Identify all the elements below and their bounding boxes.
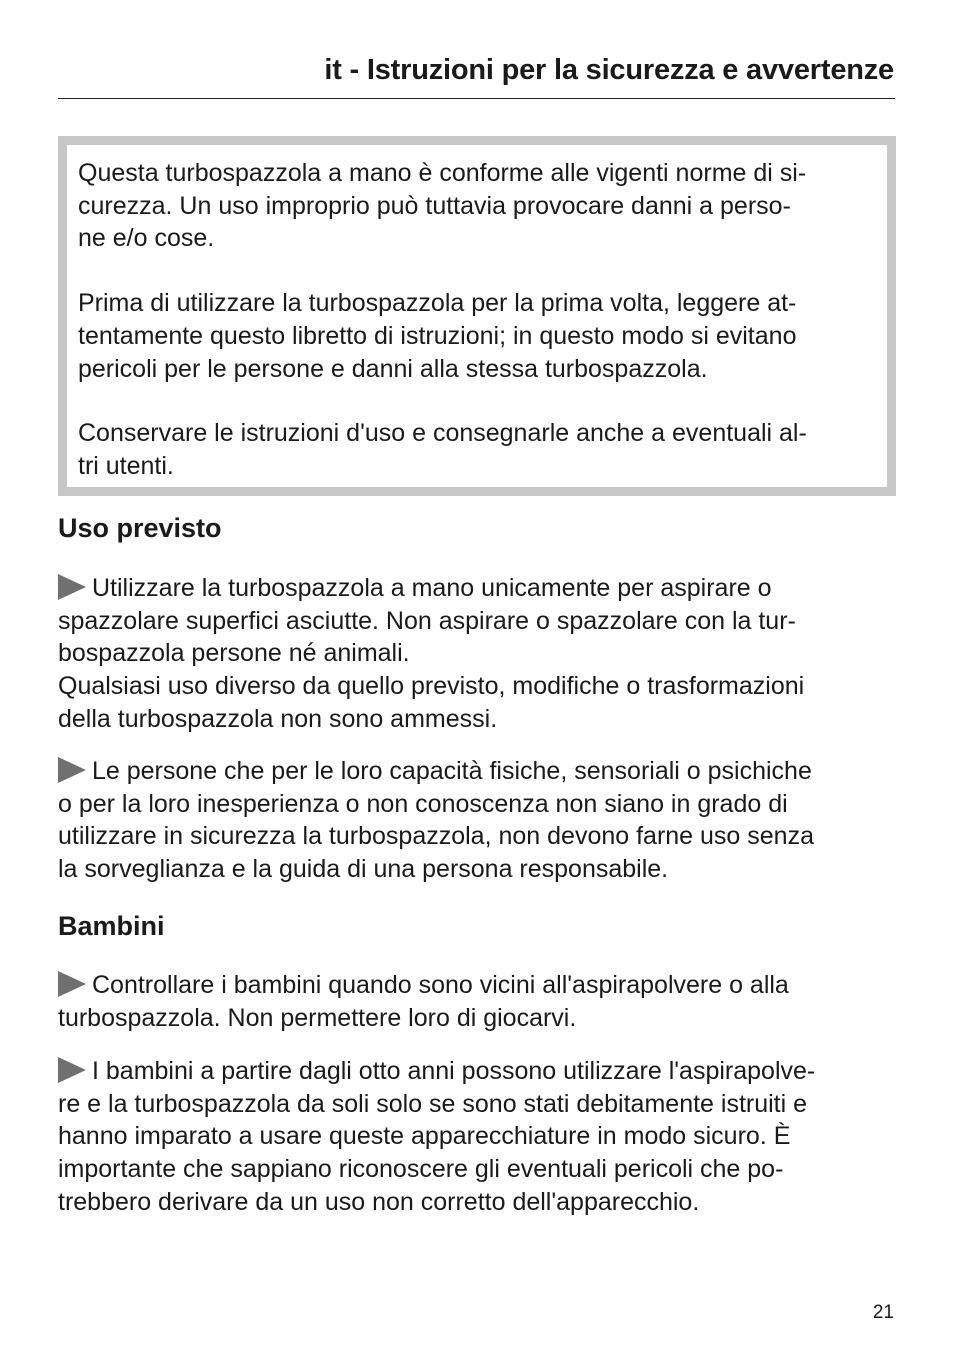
text-line: pericoli per le persone e danni alla stessa turbospazzola.: [78, 354, 708, 383]
text-line: hanno imparato a usare queste apparecchiature in modo sicuro. È: [58, 1122, 791, 1151]
text-line: I bambini a partire dagli otto anni possono utilizzare l'aspirapolve-: [92, 1057, 816, 1085]
page-title: it - Istruzioni per la sicurezza e avvertenze: [324, 54, 894, 86]
section-heading-bambini: Bambini: [58, 911, 165, 941]
page-number: 21: [872, 1302, 894, 1323]
safety-notice-box: [58, 136, 896, 496]
text-line: curezza. Un uso improprio può tuttavia provocare danni a perso-: [78, 191, 791, 220]
bullet-paragraph: [58, 572, 908, 736]
triangle-bullet-icon: [58, 971, 86, 997]
notice-paragraph: [78, 417, 875, 482]
notice-paragraph: [78, 157, 875, 255]
bullet-paragraph: [58, 969, 908, 1034]
triangle-bullet-icon: [58, 574, 86, 600]
text-line: Prima di utilizzare la turbospazzola per la prima volta, leggere at-: [78, 289, 797, 318]
bullet-paragraph: [58, 755, 908, 886]
text-line: Qualsiasi uso diverso da quello previsto, modifiche o trasformazioni: [58, 672, 805, 701]
bullet-paragraph: [58, 1055, 908, 1219]
text-line: tentamente questo libretto di istruzioni; in questo modo si evitano: [78, 321, 797, 350]
text-line: spazzolare superfici asciutte. Non aspirare o spazzolare con la tur-: [58, 606, 796, 635]
text-line: Utilizzare la turbospazzola a mano unicamente per aspirare o: [92, 574, 772, 602]
header-divider: [58, 98, 895, 99]
triangle-bullet-icon: [58, 1057, 86, 1083]
text-line: Conservare le istruzioni d'uso e consegnarle anche a eventuali al-: [78, 419, 807, 448]
triangle-bullet-icon: [58, 757, 86, 783]
text-line: o per la loro inesperienza o non conoscenza non siano in grado di: [58, 789, 788, 818]
text-line: la sorveglianza e la guida di una persona responsabile.: [58, 855, 669, 884]
text-line: Controllare i bambini quando sono vicini all'aspirapolvere o alla: [92, 971, 789, 999]
text-line: trebbero derivare da un uso non corretto dell'apparecchio.: [58, 1187, 700, 1216]
text-line: tri utenti.: [78, 451, 174, 480]
text-line: ne e/o cose.: [78, 224, 215, 253]
text-line: bospazzola persone né animali.: [58, 639, 410, 668]
section-heading-uso-previsto: Uso previsto: [58, 513, 222, 543]
text-line: turbospazzola. Non permettere loro di giocarvi.: [58, 1003, 577, 1032]
text-line: utilizzare in sicurezza la turbospazzola, non devono farne uso senza: [58, 822, 814, 851]
text-line: re e la turbospazzola da soli solo se sono stati debitamente istruiti e: [58, 1089, 808, 1118]
notice-paragraph: [78, 287, 875, 385]
text-line: della turbospazzola non sono ammessi.: [58, 704, 498, 733]
text-line: Questa turbospazzola a mano è conforme alle vigenti norme di si-: [78, 159, 807, 187]
text-line: Le persone che per le loro capacità fisiche, sensoriali o psichiche: [92, 757, 812, 785]
text-line: importante che sappiano riconoscere gli eventuali pericoli che po-: [58, 1155, 784, 1184]
